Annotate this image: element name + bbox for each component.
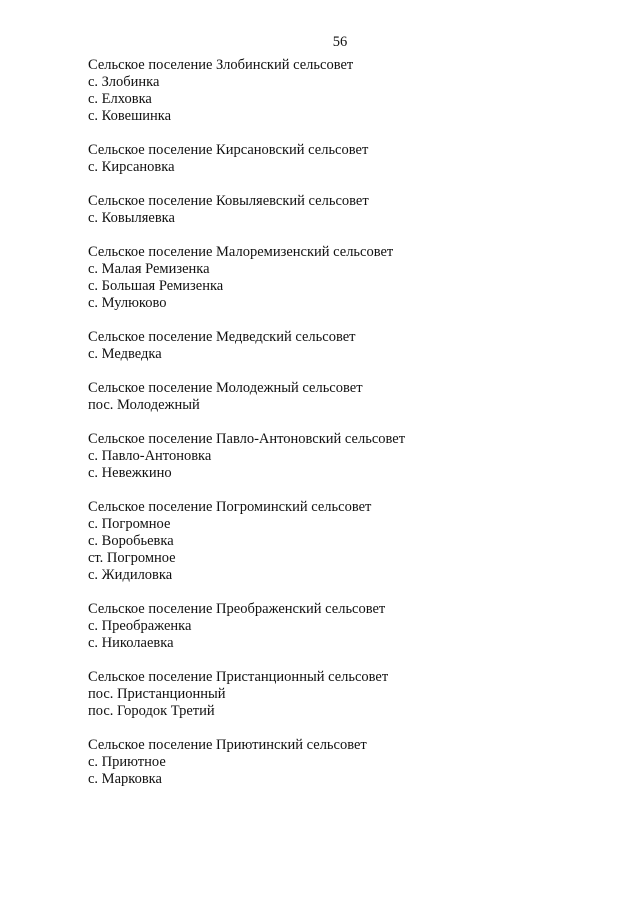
locality-item: с. Елховка: [88, 91, 152, 107]
settlement-title: Сельское поселение Ковыляевский сельсовет: [88, 193, 369, 209]
locality-item: с. Медведка: [88, 346, 162, 362]
locality-item: с. Жидиловка: [88, 567, 173, 583]
settlement-block: [88, 669, 608, 720]
locality-item: с. Злобинка: [88, 74, 160, 90]
settlement-block: [88, 142, 608, 176]
settlement-block: [88, 244, 608, 312]
settlement-title: Сельское поселение Павло-Антоновский сельсовет: [88, 431, 406, 447]
locality-item: с. Кирсановка: [88, 159, 175, 175]
locality-item: с. Приютное: [88, 754, 166, 770]
locality-item: с. Малая Ремизенка: [88, 261, 210, 277]
settlement-block: [88, 380, 608, 414]
locality-item: с. Николаевка: [88, 635, 174, 651]
locality-item: пос. Молодежный: [88, 397, 200, 413]
settlement-block: [88, 57, 608, 125]
settlement-title: Сельское поселение Молодежный сельсовет: [88, 380, 363, 396]
locality-item: с. Ковешинка: [88, 108, 172, 124]
settlement-title: Сельское поселение Приютинский сельсовет: [88, 737, 367, 753]
settlement-block: [88, 431, 608, 482]
settlement-block: [88, 499, 608, 584]
settlement-title: Сельское поселение Малоремизенский сельсовет: [88, 244, 394, 260]
settlement-block: [88, 601, 608, 652]
locality-item: ст. Погромное: [88, 550, 176, 566]
settlement-title: Сельское поселение Погроминский сельсовет: [88, 499, 372, 515]
settlement-block: [88, 193, 608, 227]
locality-item: с. Невежкино: [88, 465, 172, 481]
locality-item: с. Большая Ремизенка: [88, 278, 224, 294]
settlement-block: [88, 737, 608, 788]
locality-item: пос. Пристанционный: [88, 686, 226, 702]
locality-item: с. Преображенка: [88, 618, 192, 634]
settlement-title: Сельское поселение Преображенский сельсовет: [88, 601, 386, 617]
settlement-list: [88, 57, 608, 805]
settlement-title: Сельское поселение Медведский сельсовет: [88, 329, 356, 345]
locality-item: с. Марковка: [88, 771, 162, 787]
locality-item: с. Погромное: [88, 516, 171, 532]
locality-item: с. Мулюково: [88, 295, 167, 311]
settlement-title: Сельское поселение Злобинский сельсовет: [88, 57, 354, 73]
settlement-title: Сельское поселение Пристанционный сельсовет: [88, 669, 389, 685]
settlement-block: [88, 329, 608, 363]
locality-item: пос. Городок Третий: [88, 703, 215, 719]
locality-item: с. Ковыляевка: [88, 210, 175, 226]
locality-item: с. Воробьевка: [88, 533, 174, 549]
page-number: 56: [332, 34, 348, 50]
locality-item: с. Павло-Антоновка: [88, 448, 212, 464]
settlement-title: Сельское поселение Кирсановский сельсовет: [88, 142, 369, 158]
